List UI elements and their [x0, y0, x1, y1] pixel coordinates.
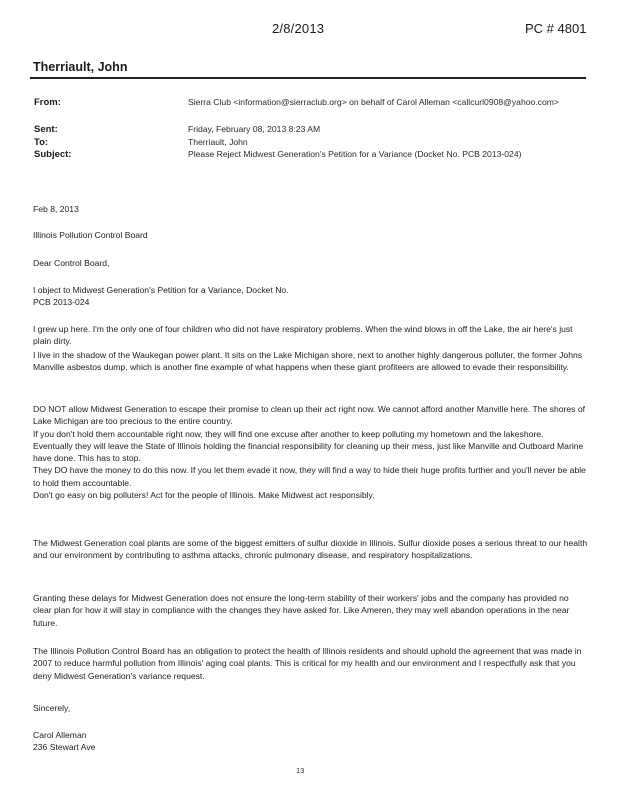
paragraph-text: The Illinois Pollution Control Board has an obligation to protect the health of Illinois residents and should uphold the agreement that was made in 2007 to reduce harmful pollution from Illinois' aging coal plants. This is critical for my health and our environment and I respectfully ask that you deny Midwest Generation's variance request. — [33, 646, 582, 681]
paragraph-text: The Midwest Generation coal plants are some of the biggest emitters of sulfur dioxide in Illinois. Sulfur dioxide poses a serious threat to our health and our environment by contributing to asthma attacks, chronic pulmonary disease, and respiratory hospitalizations. — [33, 538, 588, 561]
signature-block — [33, 729, 589, 754]
docket-number-line: PCB 2013-024 — [33, 297, 90, 308]
header-divider — [30, 77, 586, 79]
sent-label: Sent: — [34, 124, 58, 135]
paragraph-grew-up — [33, 323, 589, 348]
to-label: To: — [34, 137, 49, 148]
filing-date-stamp: 2/8/2013 — [272, 21, 325, 36]
paragraph-delays — [33, 592, 589, 629]
paragraph-text: Don't go easy on big polluters! Act for the people of Illinois. Make Midwest act responsibly. — [33, 490, 375, 501]
letter-intro — [33, 284, 589, 309]
paragraph-waukegan — [33, 349, 589, 374]
paragraph-text: If you don't hold them accountable right now, they will find one excuse after another to keep polluting my hometown and the lakeshore. — [33, 428, 544, 439]
letter-closing: Sincerely, — [33, 703, 71, 713]
intro-line: I object to Midwest Generation's Petition for a Variance, Docket No. — [33, 285, 289, 295]
paragraph-text: I grew up here. I'm the only one of four children who did not have respiratory problems. When the wind blows in off the Lake, the air here's just plain dirty. — [33, 324, 573, 347]
paragraph-text: DO NOT allow Midwest Generation to escape their promise to clean up their act right now. We cannot afford another Manville here. The shores of Lake Michigan are too precious to the entire country. — [33, 404, 586, 427]
page-number: 13 — [296, 766, 305, 775]
paragraph-text: They DO have the money to do this now. If you let them evade it now, they will find a way to hide their huge profits further and you'll never be able to hold them accountable. — [33, 465, 586, 488]
paragraph-do-not-allow — [33, 403, 589, 501]
public-comment-number: PC # 4801 — [525, 21, 587, 36]
signature-address: 236 Stewart Ave — [33, 742, 96, 753]
to-value: Therriault, John — [188, 137, 248, 147]
subject-label: Subject: — [34, 149, 72, 160]
subject-value: Please Reject Midwest Generation's Petition for a Variance (Docket No. PCB 2013-024) — [188, 149, 522, 159]
paragraph-sulfur-dioxide — [33, 537, 589, 562]
letter-addressee: Illinois Pollution Control Board — [33, 230, 148, 240]
paragraph-text: I live in the shadow of the Waukegan power plant. It sits on the Lake Michigan shore, next to another highly dangerous polluter, the former Johns Manville asbestos dump, which is another fine example of what happens when these giant profiteers are allowed to evade their responsibility. — [33, 350, 583, 373]
letter-salutation: Dear Control Board, — [33, 258, 110, 268]
sent-value: Friday, February 08, 2013 8:23 AM — [188, 124, 321, 134]
paragraph-pollution-control-board — [33, 645, 589, 682]
from-value: Sierra Club <information@sierraclub.org> on behalf of Carol Alleman <callcurl0908@yahoo.com> — [188, 97, 559, 107]
paragraph-text: Eventually they will leave the State of Illinois holding the financial responsibility for cleaning up their mess, just like Manville and Outboard Marine have done. This has to stop. — [33, 440, 584, 464]
recipient-name-heading: Therriault, John — [33, 60, 128, 74]
from-label: From: — [34, 97, 61, 108]
letter-date: Feb 8, 2013 — [33, 204, 79, 214]
paragraph-text: Granting these delays for Midwest Generation does not ensure the long-term stability of their workers' jobs and the company has provided no clear plan for how it will stay in compliance with the changes they have asked for. Like Ameren, they may well abandon operations in the near future. — [33, 593, 570, 628]
signature-name: Carol Alleman — [33, 730, 87, 740]
